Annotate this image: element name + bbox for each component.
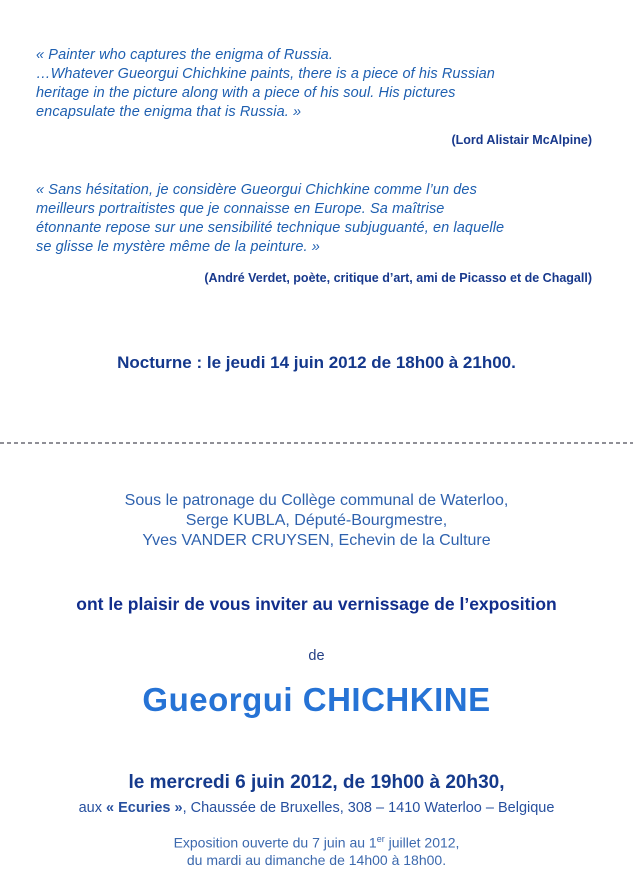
nocturne-line: Nocturne : le jeudi 14 juin 2012 de 18h00 à 21h00. [117,353,516,372]
quote-french-attribution: (André Verdet, poète, critique d’art, ami de Picasso et de Chagall) [204,271,592,285]
exhibition-open-dates [0,834,633,851]
patronage-line-2: Serge KUBLA, Député-Bourgmestre, [185,512,448,529]
de-line: de [308,648,325,664]
venue-prefix: aux [78,800,106,816]
event-datetime: le mercredi 6 juin 2012, de 19h00 à 20h30, [128,772,505,793]
patronage-line-3: Yves VANDER CRUYSEN, Echevin de la Culture [142,532,491,549]
quote-english-line-2: …Whatever Gueorgui Chichkine paints, there is a piece of his Russian [36,66,495,82]
quote-french-line-3: étonnante repose sur une sensibilité technique subjuguanté, en laquelle [36,220,505,236]
exhibition-hours: du mardi au dimanche de 14h00 à 18h00. [186,852,447,868]
quote-french-line-2: meilleurs portraitistes que je connaisse en Europe. Sa maîtrise [36,201,445,217]
dashed-fold-divider [0,442,633,444]
exhibition-open-part1: Exposition ouverte du 7 juin au 1 [173,834,377,851]
quote-french-line-4: se glisse le mystère même de la peinture. » [36,239,320,255]
invitation-headline: ont le plaisir de vous inviter au vernissage de l’exposition [76,594,557,614]
venue-suffix: , Chaussée de Bruxelles, 308 – 1410 Waterloo – Belgique [182,800,555,816]
quote-english-line-4: encapsulate the enigma that is Russia. » [36,104,302,120]
venue-name: « Ecuries » [105,800,183,816]
quote-french-line-1: « Sans hésitation, je considère Gueorgui Chichkine comme l’un des [36,182,477,198]
event-venue [0,800,633,816]
quote-french [36,181,603,257]
quote-english-line-1: « Painter who captures the enigma of Russia. [36,47,333,63]
artist-name-title: Gueorgui CHICHKINE [142,681,491,718]
quote-english-attribution: (Lord Alistair McAlpine) [451,133,592,147]
quote-english [36,46,603,122]
quote-english-line-3: heritage in the picture along with a piece of his soul. His pictures [36,85,456,101]
exhibition-open-ordinal: er [376,834,385,844]
exhibition-open-part2: juillet 2012, [384,834,460,851]
patronage-block [0,491,633,551]
patronage-line-1: Sous le patronage du Collège communal de Waterloo, [124,492,509,509]
